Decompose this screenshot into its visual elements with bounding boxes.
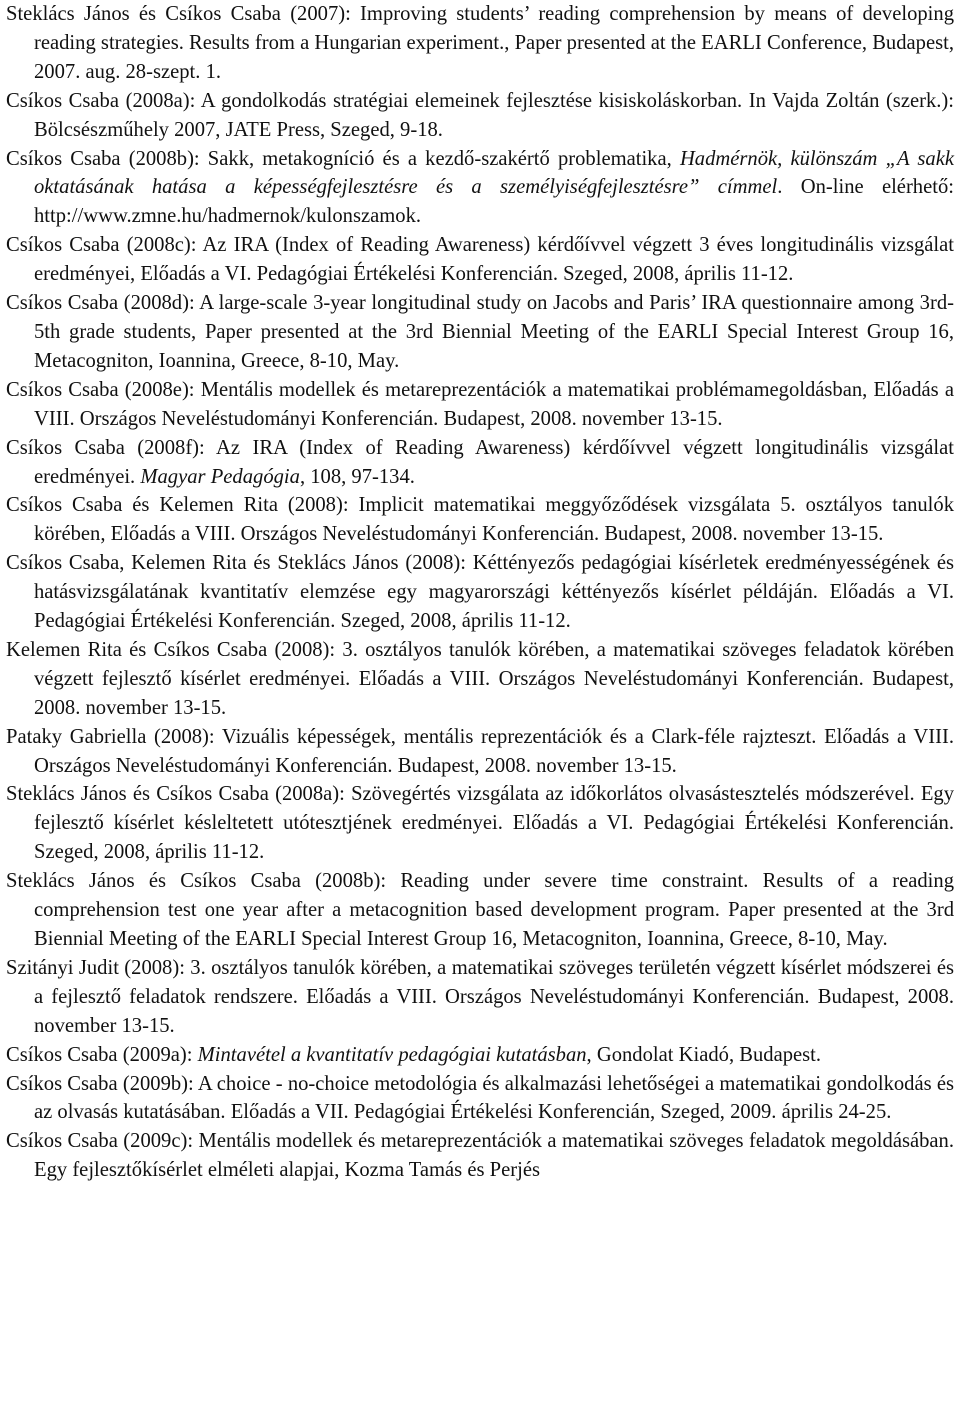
- reference-entry: [6, 231, 954, 289]
- reference-text: Csíkos Csaba (2008a): A gondolkodás stratégiai elemeinek fejlesztése kisiskoláskorban. In Vajda Zoltán (szerk.): Bölcsészműhely 2007, JATE Press, Szeged, 9-18.: [6, 89, 954, 141]
- reference-text: Csíkos Csaba (2008d): A large-scale 3-year longitudinal study on Jacobs and Paris’ IRA questionnaire among 3rd-5th grade students, Paper presented at the 3rd Biennial Meeting of the EARLI Special Interest Group 16, Metacogniton, Ioannina, Greece, 8-10, May.: [6, 292, 954, 372]
- reference-entry: [6, 780, 954, 867]
- reference-text: Csíkos Csaba (2008e): Mentális modellek és metareprezentációk a matematikai problémamegoldásban, Előadás a VIII. Országos Neveléstudományi Konferencián. Budapest, 2008. november 13-15.: [6, 378, 954, 430]
- reference-text: Kelemen Rita és Csíkos Csaba (2008): 3. osztályos tanulók körében, a matematikai szöveges feladatok körében végzett fejlesztő kísérlet eredményei. Előadás a VIII. Országos Neveléstudományi Konferencián. Budapest, 2008. november 13-15.: [6, 638, 954, 719]
- reference-text: Csíkos Csaba (2009b): A choice - no-choice metodológia és alkalmazási lehetőségei a matematikai gondolkodás és az olvasás kutatásában. Előadás a VII. Pedagógiai Értékelési Konferencián, Szeged, 2009. április 24-25.: [6, 1072, 954, 1124]
- reference-text: Csíkos Csaba (2008c): Az IRA (Index of Reading Awareness) kérdőívvel végzett 3 éves longitudinális vizsgálat eredményei, Előadás a VI. Pedagógiai Értékelési Konferencián. Szeged, 2008, április 11-12.: [6, 234, 954, 286]
- reference-entry: [6, 723, 954, 781]
- reference-entry: [6, 954, 954, 1041]
- reference-entry: [6, 289, 954, 376]
- reference-entry: [6, 87, 954, 145]
- reference-text: , Gondolat Kiadó, Budapest.: [586, 1043, 822, 1066]
- reference-text: Steklács János és Csíkos Csaba (2008b): Reading under severe time constraint. Results of a reading comprehension test one year after a metacognition based development program. Paper presented at the 3rd Biennial Meeting of the EARLI Special Interest Group 16, Metacogniton, Ioannina, Greece, 8-10, May.: [6, 870, 954, 950]
- reference-text: Pataky Gabriella (2008): Vizuális képességek, mentális reprezentációk és a Clark-féle rajzteszt. Előadás a VIII. Országos Neveléstudományi Konferencián. Budapest, 2008. november 13-15.: [6, 725, 954, 777]
- reference-text: Csíkos Csaba (2008b): Sakk, metakogníció és a kezdő-szakértő problematika,: [6, 147, 680, 170]
- reference-entry: [6, 491, 954, 549]
- reference-italic-text: Hadmérnök, különszám „A sakk oktatásának hatása a képességfejlesztésre és a személyiségfejlesztésre” címmel: [34, 147, 954, 199]
- reference-italic-text: Magyar Pedagógia: [140, 465, 300, 488]
- reference-entry: [6, 867, 954, 954]
- reference-entry: [6, 1041, 954, 1070]
- reference-text: Csíkos Csaba (2008f): Az IRA (Index of Reading Awareness) kérdőívvel végzett longitudinális vizsgálat eredményei.: [6, 436, 954, 488]
- reference-entry: [6, 549, 954, 636]
- reference-text: , 108, 97-134.: [299, 465, 415, 488]
- reference-text: Csíkos Csaba (2009a):: [6, 1043, 198, 1066]
- reference-entry: [6, 1127, 954, 1185]
- reference-italic-text: Mintavétel a kvantitatív pedagógiai kutatásban: [197, 1043, 587, 1066]
- reference-entry: [6, 1070, 954, 1128]
- reference-entry: [6, 636, 954, 723]
- reference-text: . On-line elérhető: http://www.zmne.hu/hadmernok/kulonszamok.: [34, 176, 954, 228]
- reference-text: Steklács János és Csíkos Csaba (2007): Improving students’ reading comprehension by means of developing reading strategies. Results from a Hungarian experiment., Paper presented at the EARLI Conference, Budapest, 2007. aug. 28-szept. 1.: [6, 3, 954, 83]
- reference-text: Csíkos Csaba és Kelemen Rita (2008): Implicit matematikai meggyőződések vizsgálata 5. osztályos tanulók körében, Előadás a VIII. Országos Neveléstudományi Konferencián. Budapest, 2008. november 13-15.: [6, 494, 954, 546]
- reference-entry: [6, 376, 954, 434]
- reference-text: Szitányi Judit (2008): 3. osztályos tanulók körében, a matematikai szöveges területén végzett kísérlet módszerei és a fejlesztő feladatok rendszere. Előadás a VIII. Országos Neveléstudományi Konferencián. Budapest, 2008. november 13-15.: [6, 956, 954, 1037]
- reference-entry: [6, 434, 954, 492]
- reference-text: Steklács János és Csíkos Csaba (2008a): Szövegértés vizsgálata az időkorlátos olvasástesztelés módszerével. Egy fejlesztő kísérlet késleltetett utótesztjének eredményei. Előadás a VI. Pedagógiai Értékelési Konferencián. Szeged, 2008, április 11-12.: [6, 783, 954, 864]
- reference-text: Csíkos Csaba (2009c): Mentális modellek és metareprezentációk a matematikai szöveges feladatok megoldásában. Egy fejlesztőkísérlet elméleti alapjai, Kozma Tamás és Perjés: [6, 1130, 954, 1182]
- reference-text: Csíkos Csaba, Kelemen Rita és Steklács János (2008): Kéttényezős pedagógiai kísérletek eredményességének és hatásvizsgálatának kvantitatív elemzése egy magyarországi kéttényezős kísérlet példáján. Előadás a VI. Pedagógiai Értékelési Konferencián. Szeged, 2008, április 11-12.: [6, 552, 954, 633]
- reference-list: [6, 0, 954, 1185]
- reference-entry: [6, 0, 954, 87]
- reference-entry: [6, 145, 954, 232]
